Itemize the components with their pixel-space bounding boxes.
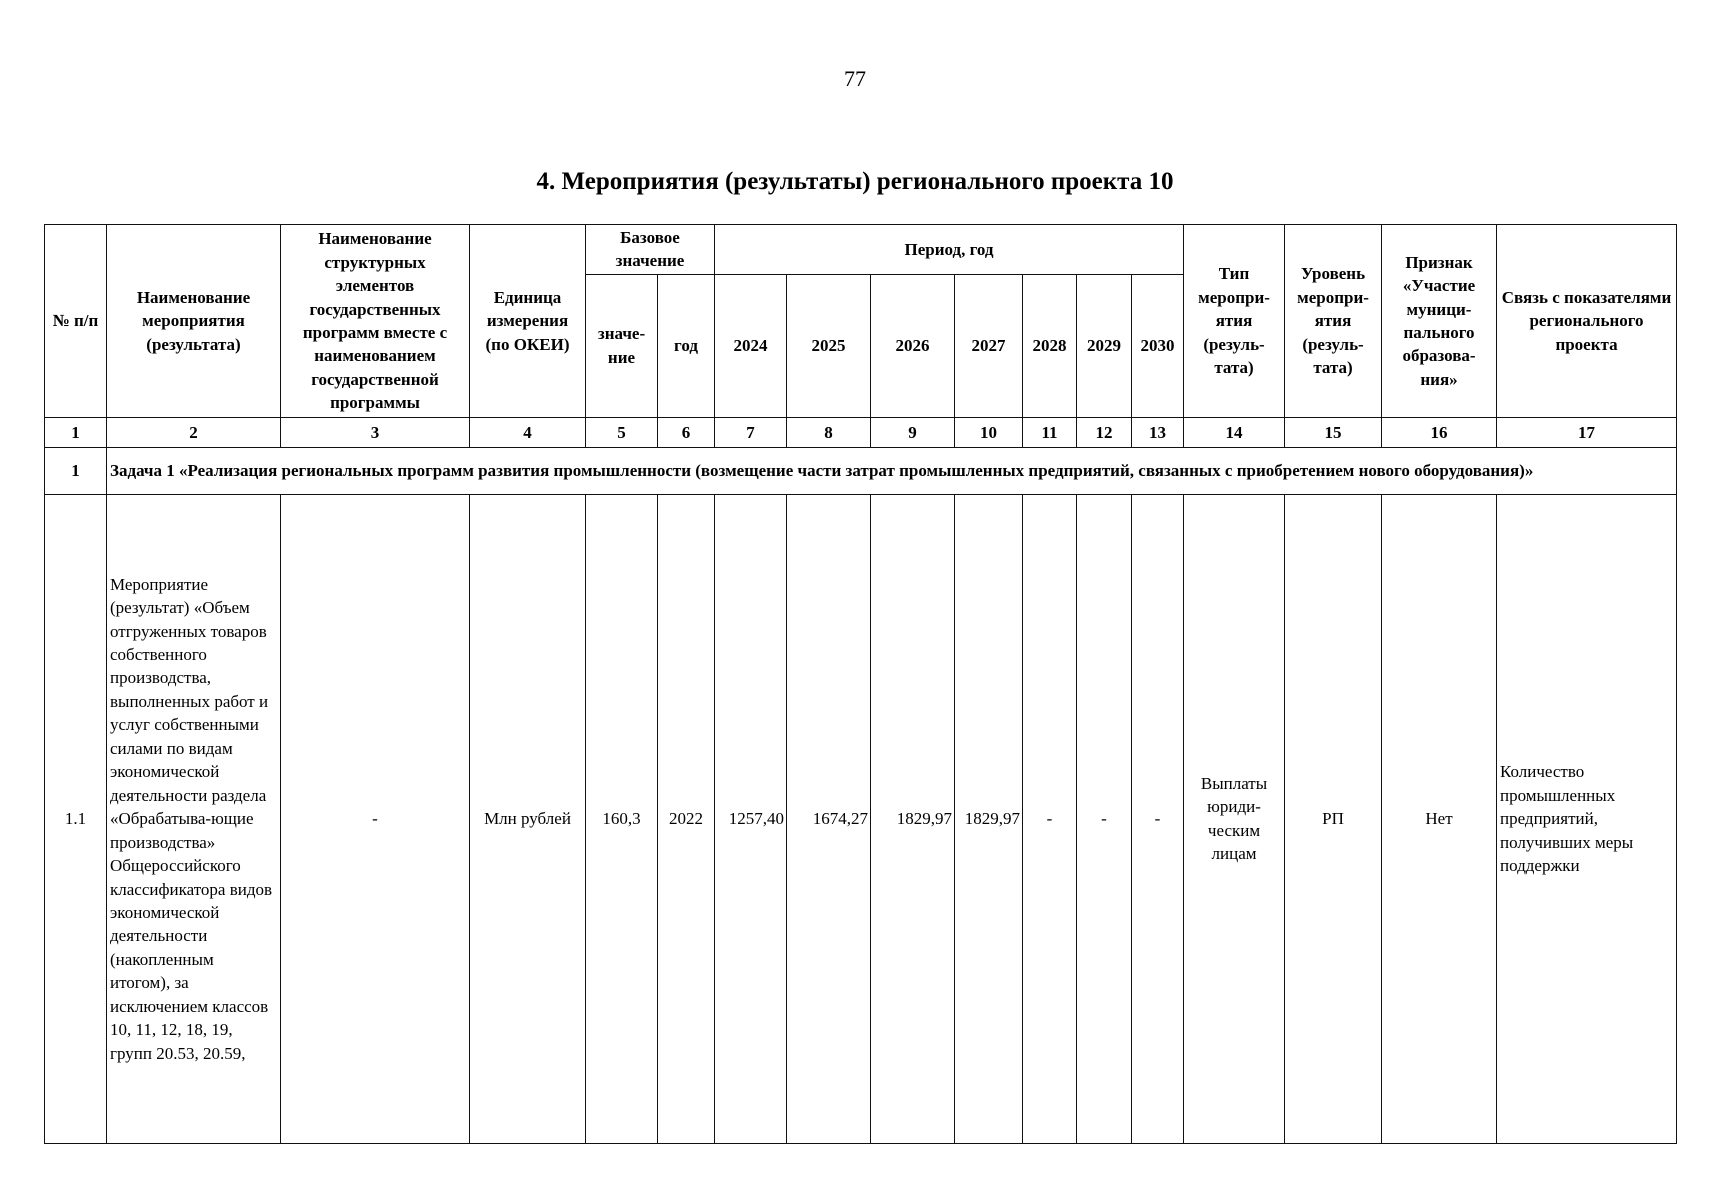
base-value-cell: 160,3: [586, 494, 658, 1143]
header-level: Уровень меропри-ятия (резуль-тата): [1285, 225, 1382, 418]
header-unit: Единица измерения (по ОКЕИ): [470, 225, 586, 418]
column-number-row: [45, 417, 1677, 447]
column-number: 6: [658, 417, 715, 447]
header-structural: Наименование структурных элементов государственных программ вместе с наименованием государственной программы: [281, 225, 470, 418]
column-number: 9: [871, 417, 955, 447]
level-cell: РП: [1285, 494, 1382, 1143]
header-link: Связь с показателями регионального проекта: [1497, 225, 1677, 418]
value-2026: 1829,97: [871, 494, 955, 1143]
type-cell: Выплаты юриди-ческим лицам: [1184, 494, 1285, 1143]
header-base-year: год: [658, 274, 715, 417]
page-title: 4. Мероприятия (результаты) регионального проекта 10: [536, 168, 1174, 195]
column-number: 16: [1382, 417, 1497, 447]
header-base-value: значе-ние: [586, 274, 658, 417]
column-number: 10: [955, 417, 1023, 447]
municipal-cell: Нет: [1382, 494, 1497, 1143]
task-number: 1: [45, 447, 107, 494]
header-name: Наименование мероприятия (результата): [107, 225, 281, 418]
header-no: № п/п: [45, 225, 107, 418]
header-year: 2030: [1132, 274, 1184, 417]
value-2025: 1674,27: [787, 494, 871, 1143]
column-number: 7: [715, 417, 787, 447]
header-municipal: Признак «Участие муници-пального образова-ния»: [1382, 225, 1497, 418]
column-number: 14: [1184, 417, 1285, 447]
value-2027: 1829,97: [955, 494, 1023, 1143]
measures-table: [44, 224, 1677, 1144]
header-year: 2026: [871, 274, 955, 417]
column-number: 3: [281, 417, 470, 447]
base-year-cell: 2022: [658, 494, 715, 1143]
header-base: Базовое значение: [586, 225, 715, 275]
measure-name: Мероприятие (результат) «Объем отгруженных товаров собственного производства, выполненных работ и услуг собственными силами по видам экономической деятельности раздела «Обрабатыва-ющие производства» Общероссийского классификатора видов экономической деятельности (накопленным итогом), за исключением классов 10, 11, 12, 18, 19, групп 20.53, 20.59,: [107, 494, 281, 1143]
column-number: 12: [1077, 417, 1132, 447]
header-year: 2024: [715, 274, 787, 417]
column-number: 13: [1132, 417, 1184, 447]
header-year: 2027: [955, 274, 1023, 417]
header-type: Тип меропри-ятия (резуль-тата): [1184, 225, 1285, 418]
table-row: [45, 494, 1677, 1143]
unit-cell: Млн рублей: [470, 494, 586, 1143]
value-2028: -: [1023, 494, 1077, 1143]
header-year: 2029: [1077, 274, 1132, 417]
header-period: Период, год: [715, 225, 1184, 275]
column-number: 1: [45, 417, 107, 447]
column-number: 15: [1285, 417, 1382, 447]
task-row: [45, 447, 1677, 494]
header-year: 2028: [1023, 274, 1077, 417]
column-number: 11: [1023, 417, 1077, 447]
column-number: 8: [787, 417, 871, 447]
row-number: 1.1: [45, 494, 107, 1143]
value-2030: -: [1132, 494, 1184, 1143]
structural-element: -: [281, 494, 470, 1143]
page-number: 77: [844, 66, 866, 91]
value-2029: -: [1077, 494, 1132, 1143]
link-cell: Количество промышленных предприятий, получивших меры поддержки: [1497, 494, 1677, 1143]
column-number: 4: [470, 417, 586, 447]
column-number: 2: [107, 417, 281, 447]
column-number: 5: [586, 417, 658, 447]
column-number: 17: [1497, 417, 1677, 447]
header-year: 2025: [787, 274, 871, 417]
task-text: Задача 1 «Реализация региональных программ развития промышленности (возмещение части затрат промышленных предприятий, связанных с приобретением нового оборудования)»: [107, 447, 1677, 494]
value-2024: 1257,40: [715, 494, 787, 1143]
